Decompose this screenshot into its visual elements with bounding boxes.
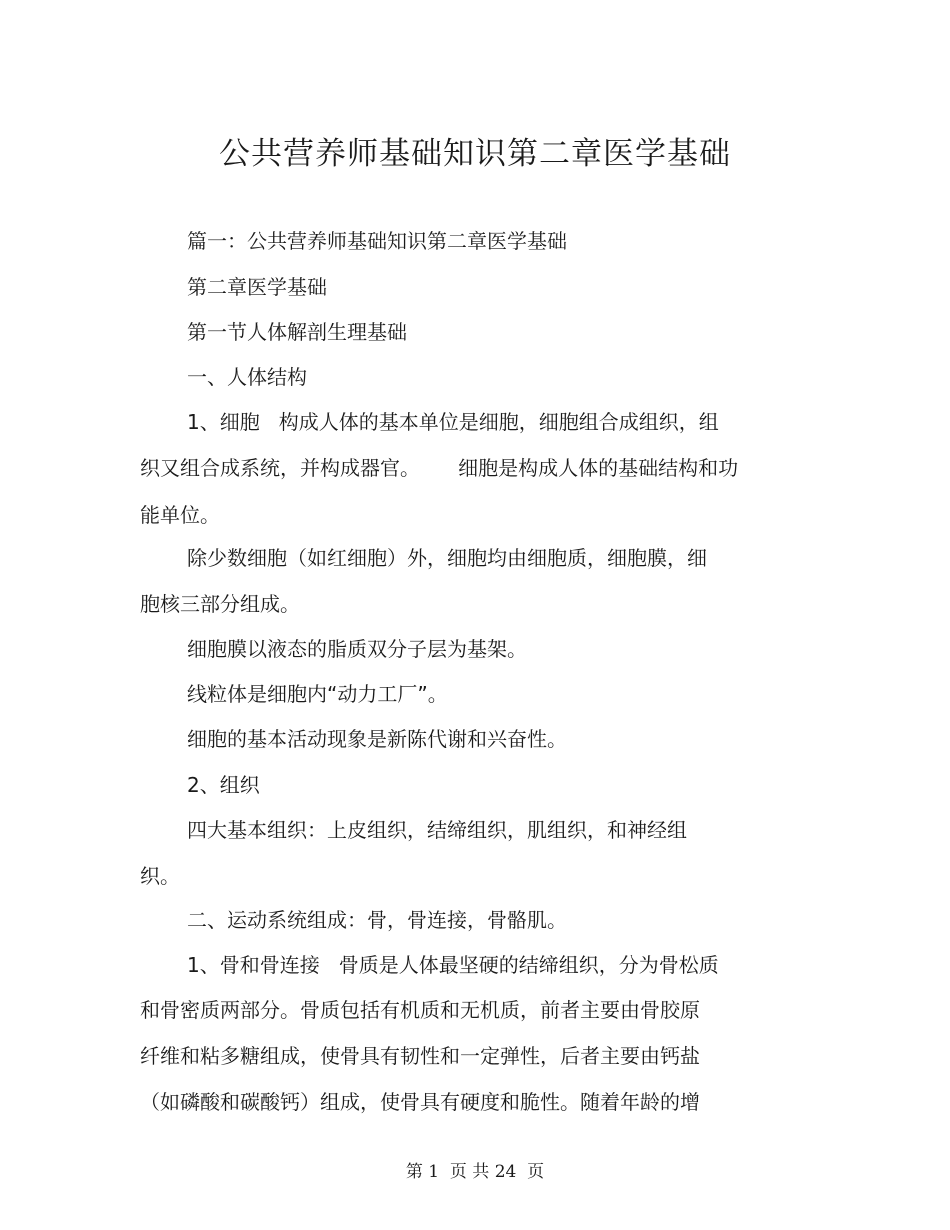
paragraph-line: 细胞的基本活动现象是新陈代谢和兴奋性。 — [187, 727, 567, 751]
paragraph-line: （如磷酸和碳酸钙）组成，使骨具有硬度和脆性。随着年龄的增 — [140, 1090, 700, 1114]
paragraph-line: 胞核三部分组成。 — [140, 592, 300, 616]
paragraph-line: 能单位。 — [140, 503, 220, 527]
paragraph-line: 细胞膜以液态的脂质双分子层为基架。 — [187, 637, 527, 661]
subsection-heading: 二、运动系统组成：骨，骨连接，骨骼肌。 — [187, 908, 567, 932]
subsection-heading: 2、组织 — [187, 773, 260, 797]
section-heading: 第一节人体解剖生理基础 — [187, 320, 407, 344]
paragraph-line: 纤维和粘多糖组成，使骨具有韧性和一定弹性，后者主要由钙盐 — [140, 1044, 700, 1068]
document-title: 公共营养师基础知识第二章医学基础 — [219, 136, 731, 172]
paragraph-line: 织又组合成系统，并构成器官。 细胞是构成人体的基础结构和功 — [140, 456, 739, 480]
paragraph-line: 和骨密质两部分。骨质包括有机质和无机质，前者主要由骨胶原 — [140, 998, 700, 1022]
paragraph-line: 四大基本组织：上皮组织，结缔组织，肌组织，和神经组 — [187, 818, 687, 842]
chapter-heading: 第二章医学基础 — [187, 275, 327, 299]
paragraph-line: 织。 — [140, 864, 180, 888]
paragraph-line: 除少数细胞（如红细胞）外，细胞均由细胞质，细胞膜，细 — [187, 546, 707, 570]
section-heading: 篇一：公共营养师基础知识第二章医学基础 — [187, 229, 567, 253]
subsection-heading: 一、人体结构 — [187, 365, 307, 389]
paragraph-line: 1、骨和骨连接 骨质是人体最坚硬的结缔组织，分为骨松质 — [187, 953, 719, 977]
page-number: 第 1 页 共 24 页 — [405, 1162, 545, 1182]
paragraph-line: 1、细胞 构成人体的基本单位是细胞，细胞组合成组织，组 — [187, 410, 719, 434]
paragraph-line: 线粒体是细胞内“动力工厂”。 — [187, 682, 448, 706]
